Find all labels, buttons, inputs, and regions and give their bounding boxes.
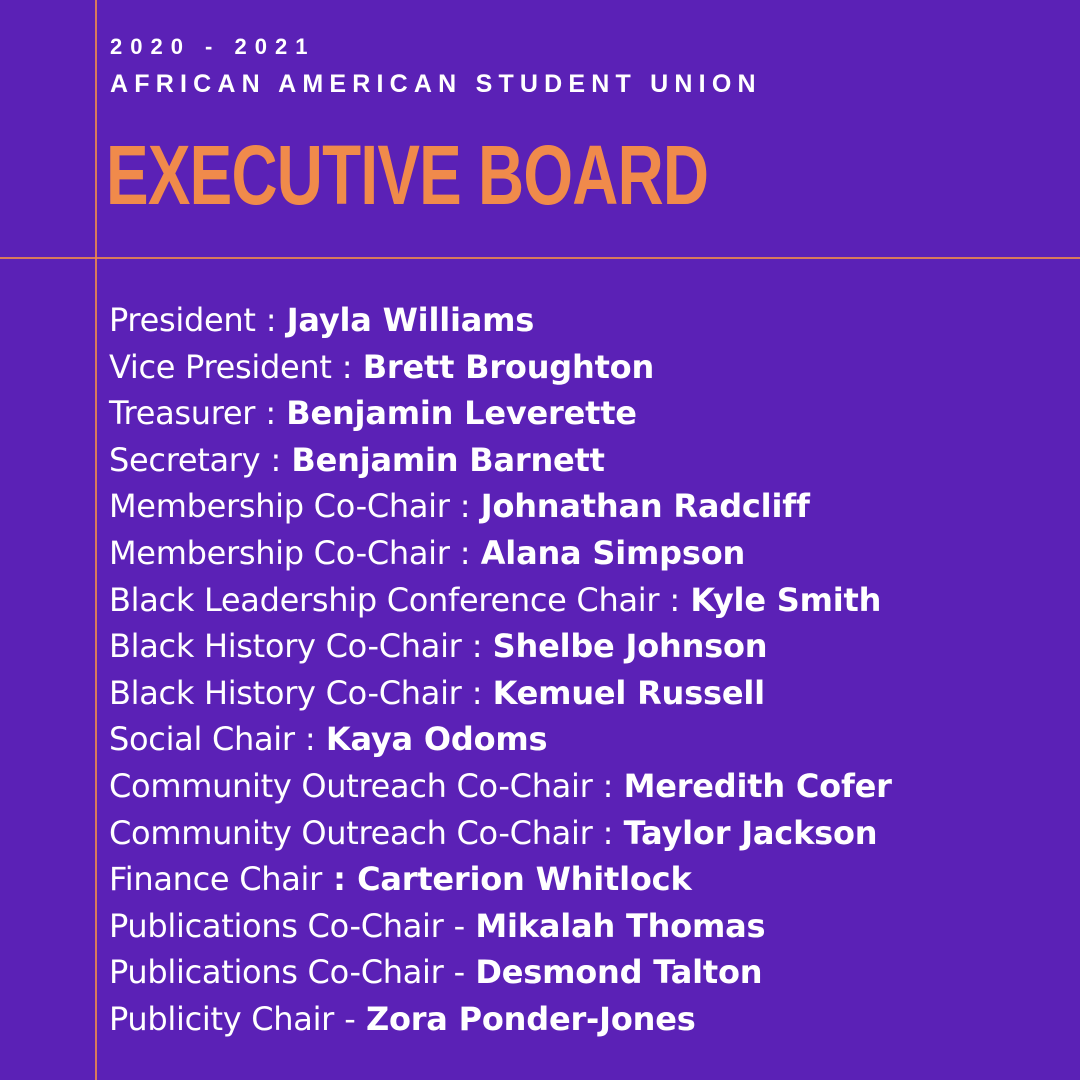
list-item	[109, 996, 892, 1043]
list-item	[109, 856, 892, 903]
separator: :	[321, 860, 358, 899]
member-role: Social Chair	[109, 720, 295, 759]
member-role: Community Outreach Co-Chair	[109, 766, 593, 805]
list-item	[109, 483, 892, 530]
member-name: Brett Broughton	[362, 347, 655, 386]
member-role: Black History Co-Chair	[109, 673, 462, 712]
member-name: Benjamin Barnett	[291, 440, 605, 479]
list-item	[109, 763, 892, 810]
member-name: Mikalah Thomas	[475, 906, 766, 945]
member-role: Vice President	[109, 347, 332, 386]
list-item	[109, 577, 892, 624]
member-role: Membership Co-Chair	[109, 487, 450, 526]
member-role: Finance Chair	[109, 860, 322, 899]
organization-name: AFRICAN AMERICAN STUDENT UNION	[110, 70, 762, 98]
separator: :	[260, 440, 292, 479]
member-name: Zora Ponder-Jones	[365, 999, 696, 1038]
member-name: Shelbe Johnson	[492, 627, 768, 666]
member-name: Johnathan Radcliff	[480, 487, 810, 526]
member-name: Meredith Cofer	[623, 766, 892, 805]
member-name: Kaya Odoms	[325, 720, 548, 759]
list-item	[109, 670, 892, 717]
member-role: Black History Co-Chair	[109, 627, 462, 666]
list-item	[109, 949, 892, 996]
member-name: Jayla Williams	[286, 301, 535, 339]
separator: :	[449, 533, 481, 572]
separator: -	[443, 906, 476, 945]
page-title: EXECUTIVE BOARD	[106, 128, 709, 222]
list-item	[109, 390, 892, 437]
member-role: Publications Co-Chair	[109, 906, 444, 945]
list-item	[109, 297, 892, 344]
member-role: Black Leadership Conference Chair	[109, 580, 660, 619]
list-item	[109, 716, 892, 763]
list-item	[109, 810, 892, 857]
separator: -	[443, 953, 476, 992]
separator: :	[592, 813, 624, 852]
separator: :	[331, 347, 363, 386]
list-item	[109, 530, 892, 577]
member-role: Publicity Chair	[109, 999, 335, 1038]
member-role: Secretary	[109, 440, 261, 479]
separator: :	[659, 580, 691, 619]
member-role: Publications Co-Chair	[109, 953, 444, 992]
member-role: Membership Co-Chair	[109, 533, 450, 572]
member-list	[109, 297, 892, 1043]
separator: :	[461, 673, 493, 712]
separator: :	[255, 301, 287, 339]
vertical-divider	[95, 0, 97, 1080]
member-role: Treasurer	[109, 394, 256, 433]
list-item	[109, 623, 892, 670]
separator: :	[294, 720, 326, 759]
member-name: Alana Simpson	[480, 533, 746, 572]
member-name: Carterion Whitlock	[357, 860, 692, 899]
separator: :	[592, 766, 624, 805]
horizontal-divider	[0, 257, 1080, 259]
member-name: Kyle Smith	[690, 580, 882, 619]
member-name: Kemuel Russell	[492, 673, 765, 712]
member-name: Desmond Talton	[475, 953, 763, 992]
list-item	[109, 903, 892, 950]
member-role: President	[109, 301, 256, 339]
separator: :	[255, 394, 287, 433]
separator: :	[461, 627, 493, 666]
list-item	[109, 344, 892, 391]
separator: :	[449, 487, 481, 526]
list-item	[109, 437, 892, 484]
member-role: Community Outreach Co-Chair	[109, 813, 593, 852]
member-name: Benjamin Leverette	[286, 394, 637, 433]
separator: -	[334, 999, 366, 1038]
member-name: Taylor Jackson	[623, 813, 878, 852]
year-range: 2020 - 2021	[110, 34, 316, 59]
